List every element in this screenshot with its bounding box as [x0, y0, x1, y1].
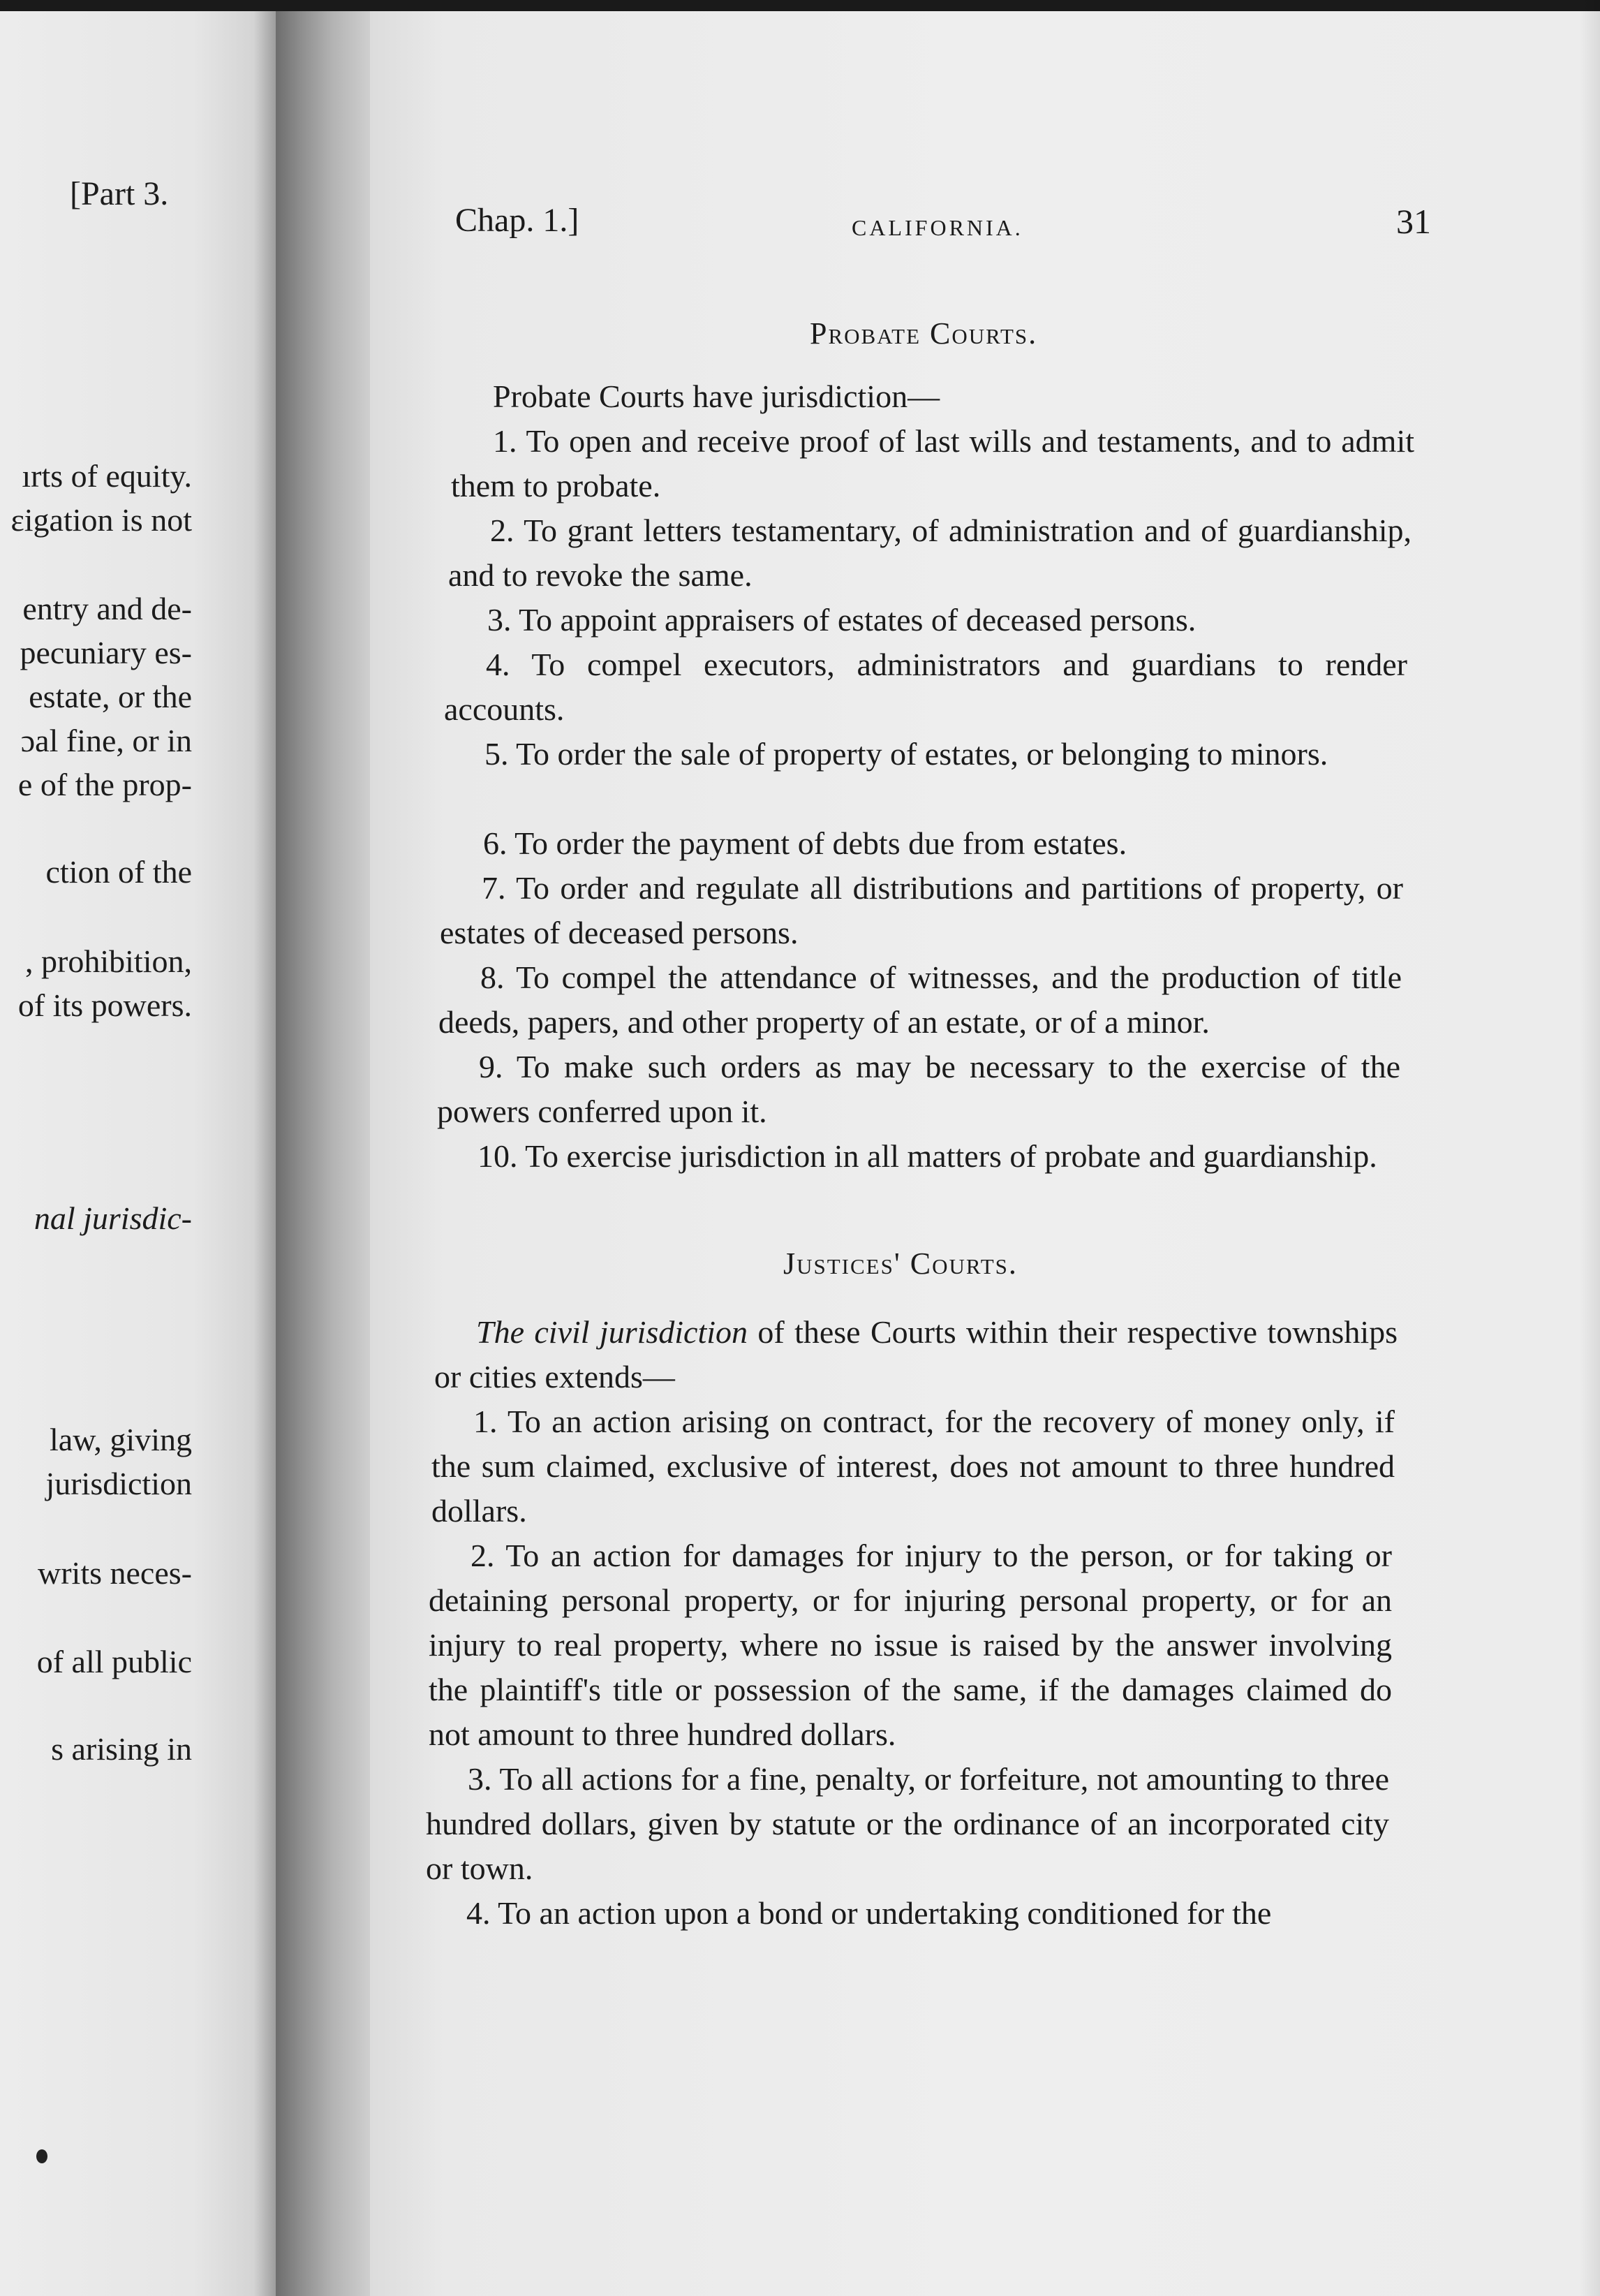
left-page-fragment: e of the prop- — [17, 767, 192, 802]
page-number: 31 — [1396, 202, 1431, 241]
probate-item-9: 9. To make such orders as may be necessary to the exercise of the powers conferred upon it. — [437, 1049, 1400, 1129]
left-page — [0, 0, 276, 2296]
page-edge-shadow — [1579, 0, 1600, 2296]
left-page-fragment: , prohibition, — [25, 943, 192, 979]
justices-item-3: 3. To all actions for a fine, penalty, or forfeiture, not amounting to three hundred dollars, given by statute or the ordinance of an incorporated city or town. — [426, 1761, 1389, 1886]
section-heading-probate-courts: Probate Courts. — [810, 316, 1038, 351]
running-title: CALIFORNIA. — [852, 215, 1023, 240]
left-page-header: [Part 3. — [70, 175, 169, 212]
probate-item-6: 6. To order the payment of debts due from estates. — [483, 825, 1127, 861]
left-page-fragment: ɔal fine, or in — [20, 723, 192, 758]
probate-item-1: 1. To open and receive proof of last wills and testaments, and to admit them to probate. — [451, 423, 1414, 503]
right-page — [370, 11, 1600, 2296]
probate-item-7: 7. To order and regulate all distributions and partitions of property, or estates of deceased persons. — [440, 870, 1403, 950]
probate-item-3: 3. To appoint appraisers of estates of deceased persons. — [487, 602, 1197, 638]
left-page-fragment: ırts of equity. — [22, 458, 192, 494]
left-page-fragment: estate, or the — [29, 679, 192, 714]
scan-top-border — [0, 0, 1600, 11]
justices-intro — [434, 1310, 1398, 1399]
left-page-fragment: jurisdiction — [45, 1466, 192, 1501]
left-page-fragment: ɛigation is not — [10, 502, 192, 538]
justices-item-2: 2. To an action for damages for injury to the person, or for taking or detaining personal property, or for injuring personal property, or for an injury to real property, where no issue is raised by the answer involving the plaintiff's title or possession of the same, if the damages claimed do not amount to three hundred dollars. — [429, 1538, 1392, 1752]
ink-spot — [36, 2149, 47, 2163]
chapter-header: Chap. 1.] — [455, 202, 579, 239]
probate-intro: Probate Courts have jurisdiction— — [493, 378, 940, 414]
left-page-fragment: of all public — [36, 1644, 192, 1679]
section-heading-justices-courts: Justices' Courts. — [783, 1246, 1018, 1281]
probate-item-2: 2. To grant letters testamentary, of administration and of guardianship, and to revoke the same. — [448, 513, 1412, 593]
justices-item-1: 1. To an action arising on contract, for the recovery of money only, if the sum claimed, exclusive of interest, does not amount to three hundred dollars. — [431, 1404, 1395, 1529]
left-page-fragment: writs neces- — [38, 1555, 192, 1591]
left-page-fragment: of its powers. — [17, 987, 192, 1023]
left-page-fragment: law, giving — [50, 1422, 192, 1457]
probate-item-10: 10. To exercise jurisdiction in all matters of probate and guardianship. — [477, 1138, 1377, 1174]
left-page-fragment: s arising in — [51, 1731, 192, 1767]
justices-intro-rest: of these Courts within their respective townships or cities extends— — [434, 1314, 1398, 1394]
left-page-fragment: ction of the — [45, 854, 192, 890]
justices-item-4: 4. To an action upon a bond or undertaking conditioned for the — [466, 1895, 1272, 1931]
left-page-fragment: nal jurisdic- — [34, 1200, 192, 1236]
left-page-fragment: entry and de- — [22, 591, 192, 626]
probate-item-5: 5. To order the sale of property of estates, or belonging to minors. — [484, 736, 1328, 772]
book-gutter-shadow — [276, 0, 370, 2296]
justices-intro-italic: The civil jurisdiction — [476, 1314, 748, 1350]
probate-item-4: 4. To compel executors, administrators and guardians to render accounts. — [444, 647, 1407, 727]
probate-item-8: 8. To compel the attendance of witnesses, and the production of title deeds, papers, and other property of an estate, or of a minor. — [438, 959, 1402, 1040]
left-page-fragment: pecuniary es- — [20, 635, 192, 670]
